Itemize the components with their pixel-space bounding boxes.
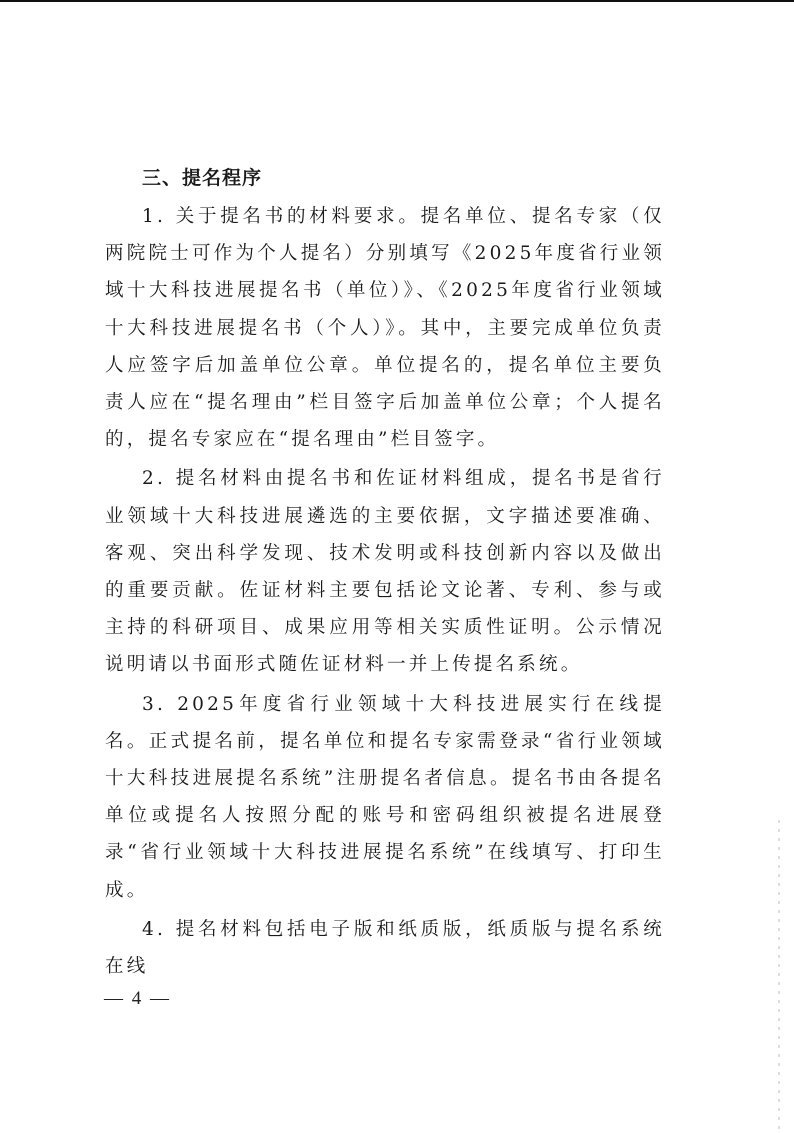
section-heading: 三、提名程序 bbox=[142, 167, 263, 189]
document-page bbox=[105, 160, 665, 985]
page-number: — 4 — bbox=[104, 988, 171, 1009]
paragraph-3-online-nomination: 3. 2025年度省行业领域十大科技进展实行在线提名。正式提名前，提名单位和提名专家需登录“省行业领域十大科技进展提名系统”注册提名者信息。提名书由各提名单位或提名人按照分配的账号和密码组织被提名进展登录“省行业领域十大科技进展提名系统”在线填写、打印生成。 bbox=[105, 693, 665, 901]
top-border-line bbox=[0, 0, 794, 2]
paragraph-2-nomination-materials: 2. 提名材料由提名书和佐证材料组成，提名书是省行业领域十大科技进展遴选的主要依据，文字描述要准确、客观、突出科学发现、技术发明或科技创新内容以及做出的重要贡献。佐证材料主要包括论文论著、专利、参与或主持的科研项目、成果应用等相关实质性证明。公示情况说明请以书面形式随佐证材料一并上传提名系统。 bbox=[105, 468, 665, 676]
paragraph-1-material-requirements: 1. 关于提名书的材料要求。提名单位、提名专家（仅两院院士可作为个人提名）分别填写《2025年度省行业领域十大科技进展提名书（单位）》、《2025年度省行业领域十大科技进展提名书（个人）》。其中，主要完成单位负责人应签字后加盖单位公章。单位提名的，提名单位主要负责人应在“提名理由”栏目签字后加盖单位公章；个人提名的，提名专家应在“提名理由”栏目签字。 bbox=[105, 206, 665, 451]
paragraph-4-electronic-paper: 4. 提名材料包括电子版和纸质版，纸质版与提名系统在线 bbox=[105, 918, 665, 978]
scan-edge-artifact bbox=[778, 820, 780, 1133]
